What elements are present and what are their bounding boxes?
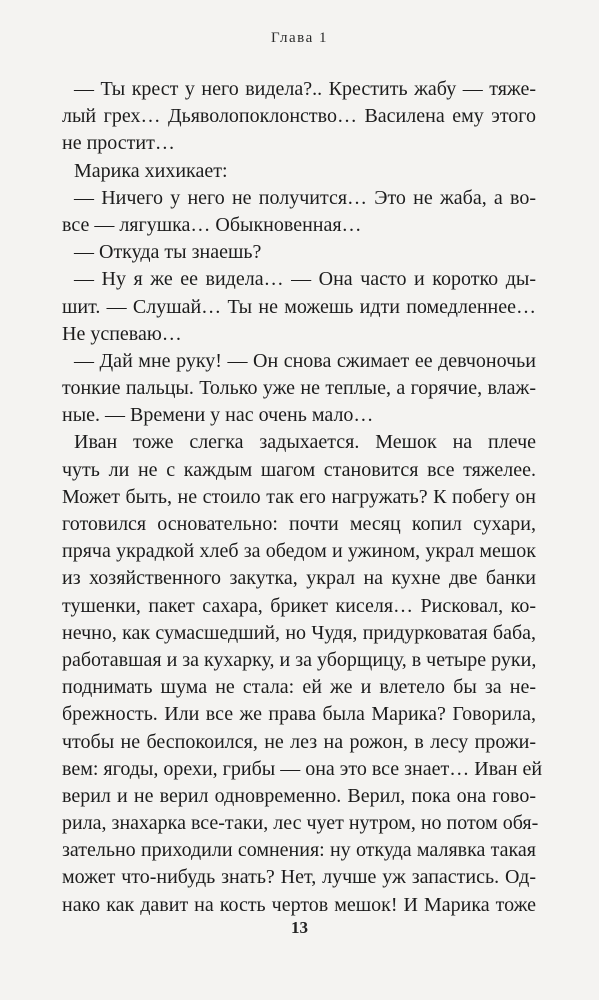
text-line: — Ничего у него не получится… Это не жаба, а во-: [74, 186, 536, 209]
text-line: ные. — Времени у нас очень мало…: [62, 404, 374, 427]
text-line: работавшая и за кухарку, и за уборщицу, в четыре руки,: [62, 648, 537, 671]
text-line: — Откуда ты знаешь?: [74, 241, 262, 264]
text-line: все — лягушка… Обыкновенная…: [62, 213, 362, 236]
text-line: Марика хихикает:: [74, 159, 228, 182]
text-line: нако как давит на кость чертов мешок! И Марика тоже: [62, 893, 536, 916]
text-line: Иван тоже слегка задыхается. Мешок на плече: [74, 431, 536, 454]
text-line: тушенки, пакет сахара, брикет киселя… Рисковал, ко-: [62, 594, 536, 617]
text-line: Не успеваю…: [62, 322, 182, 345]
text-line: может что-нибудь знать? Нет, лучше уж запастись. Од-: [62, 866, 536, 889]
text-line: чуть ли не с каждым шагом становится все тяжелее.: [62, 458, 536, 481]
text-line: зательно приходили сомнения: ну откуда малявка такая: [62, 839, 536, 862]
text-line: готовился основательно: почти месяц копил сухари,: [62, 513, 536, 535]
text-line: Может быть, не стоило так его нагружать? К побегу он: [62, 485, 536, 508]
text-line: не простит…: [62, 132, 175, 155]
text-line: — Ну я же ее видела… — Она часто и коротко ды-: [74, 268, 536, 291]
text-line: тонкие пальцы. Только уже не теплые, а горячие, влаж-: [62, 377, 536, 400]
text-line: лый грех… Дьяволопоклонство… Василена ему этого: [62, 105, 536, 128]
text-line: поднимать шума не стала: ей же и влетело бы за не-: [62, 676, 536, 699]
running-head: Глава 1: [271, 30, 328, 46]
text-line: рила, знахарка все-таки, лес чует нутром, но потом обя-: [62, 812, 539, 835]
text-line: пряча украдкой хлеб за обедом и ужином, украл мешок: [62, 540, 536, 563]
text-line: — Дай мне руку! — Он снова сжимает ее девчоночьи: [74, 349, 536, 372]
text-line: чтобы не беспокоился, не лез на рожон, в лесу прожи-: [62, 730, 536, 753]
text-line: — Ты крест у него видела?.. Крестить жабу — тяже-: [74, 78, 536, 100]
text-line: нечно, как сумасшедший, но Чудя, придурковатая баба,: [62, 621, 536, 644]
text-line: из хозяйственного закутка, украл на кухне две банки: [62, 567, 536, 590]
text-line: брежность. Или все же права была Марика? Говорила,: [62, 703, 536, 726]
text-line: шит. — Слушай… Ты не можешь идти помедленнее…: [62, 295, 536, 318]
page-number: 13: [291, 918, 308, 937]
body-text: [62, 76, 543, 919]
text-line: вем: ягоды, орехи, грибы — она это все знает… Иван ей: [62, 757, 543, 780]
text-line: верил и не верил одновременно. Верил, пока она гово-: [62, 784, 536, 807]
